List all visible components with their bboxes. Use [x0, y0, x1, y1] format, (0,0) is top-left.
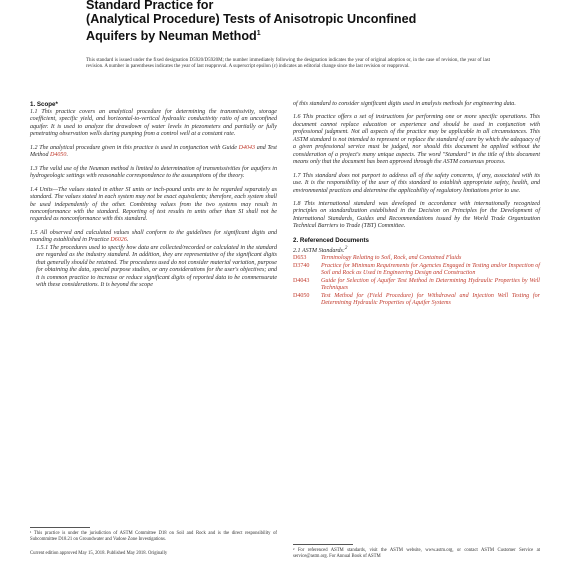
standard-item[interactable]: D653 Terminology Relating to Soil, Rock, and Contained Fluids: [293, 255, 462, 262]
paragraph-continued: of this standard to consider significant digits used in analysis methods for engineering data.: [293, 101, 516, 107]
footnote-1-edition: Current edition approved May 15, 2018. Published May 2018. Originally: [30, 551, 168, 556]
right-column: [293, 101, 540, 307]
paragraph-1-7: 1.7 This standard does not purport to address all of the safety concerns, if any, associated with its use. It is the responsibility of the user of this standard to establish appropriate safety, health, and environmental practices and determine the applicability of regulatory limitations prior to use.: [293, 172, 540, 194]
footnote-rule-right: [293, 544, 353, 545]
paragraph-1-4: 1.4 Units—The values stated in either SI units or inch-pound units are to be regarded separately as standard. The values stated in each system may not be exact equivalents; therefore, each system shall be used independently of the other. Combining values from the two systems may result in nonconformance with the standard. Reporting of test results in units other than SI shall not be regarded as nonconformance with this standard.: [30, 186, 277, 223]
paragraph-1-5-1: 1.5.1 The procedures used to specify how data are collected/recorded or calculated in the standard are regarded as the industry standard. In addition, they are representative of the significant digits that generally should be retained. The procedures used do not consider material variation, purpose for obtaining the data, special purpose studies, or any considerations for the user's objectives; and it is common practice to increase or reduce significant digits of reported data to be commensurate with these considerations. It is beyond the scope: [36, 244, 277, 289]
title-footnote-mark: 1: [256, 29, 261, 37]
paragraph-1-6: 1.6 This practice offers a set of instructions for performing one or more specific operations. This document cannot replace education or experience and should be used in conjunction with professional judgment. Not all aspects of the practice may be applicable in all circumstances. This ASTM standard is not intended to represent or replace the standard of care by which the adequacy of a given professional service must be judged, nor should this document be applied without the consideration of a project's many unique aspects. The word "Standard" in the title of this document means only that the document has been approved through the ASTM consensus process.: [293, 114, 540, 166]
designation-note: This standard is issued under the fixed designation D5920/D5920M; the number immediately following the designation indicates the year of original adoption or, in the case of revision, the year of last revision. A number in parentheses indicates the year of last reapproval. A superscript epsilon (ε) indicates an editorial change since the last revision or reapproval.: [86, 58, 490, 70]
paragraph-1-2: 1.2 The analytical procedure given in this practice is used in conjunction with Guide D4043 and Test Method D4050.: [30, 144, 277, 159]
title-line-2: (Analytical Procedure) Tests of Anisotropic Unconfined: [86, 12, 417, 27]
footnote-2: ² For referenced ASTM standards, visit the ASTM website, www.astm.org, or contact ASTM Customer Service at service@astm.org. For Annual Book of ASTM: [293, 548, 540, 559]
paragraph-1-5: 1.5 All observed and calculated values shall conform to the guidelines for significant digits and rounding established in Practice D6026.: [30, 229, 277, 244]
title-line-1: Standard Practice for: [86, 0, 214, 12]
footnote-rule-left: [30, 527, 90, 528]
standard-item[interactable]: D3740 Practice for Minimum Requirements for Agencies Engaged in Testing and/or Inspection of Soil and Rock as Used in Engineering Design and Construction: [293, 262, 540, 277]
link-d4043[interactable]: D4043: [238, 144, 256, 151]
footnote-mark-2: 2: [344, 245, 348, 251]
link-d6026[interactable]: D6026: [110, 237, 127, 244]
paragraph-2-1: 2.1 ASTM Standards:$^2$: [293, 245, 348, 254]
standards-list: [293, 255, 540, 307]
paragraph-1-8: 1.8 This international standard was developed in accordance with internationally recognized principles on standardization established in the Decision on Principles for the Development of International Standards, Guides and Recommendations issued by the World Trade Organization Technical Barriers to Trade (TBT) Committee.: [293, 200, 540, 230]
section-heading-scope: 1. Scope*: [30, 101, 58, 108]
paragraph-1-1: 1.1 This practice covers an analytical procedure for determining the transmissivity, storage coefficient, specific yield, and horizontal-to-vertical hydraulic conductivity ratio of an unconfined aquifer. It is used to analyze the drawdown of water levels in piezometers and partially or fully penetrating observation wells during pumping from a control well at a constant rate.: [30, 109, 277, 138]
document-title: [86, 0, 506, 43]
section-heading-referenced-documents: 2. Referenced Documents: [293, 236, 369, 244]
left-column: [30, 101, 277, 290]
footnote-1: ¹ This practice is under the jurisdiction of ASTM Committee D18 on Soil and Rock and is the direct responsibility of Subcommittee D18.21 on Groundwater and Vadose Zone Investigations.: [30, 531, 277, 542]
standard-item[interactable]: D4043 Guide for Selection of Aquifer Test Method in Determining Hydraulic Properties by Well Techniques: [293, 277, 540, 292]
standard-item[interactable]: D4050 Test Method for (Field Procedure) for Withdrawal and Injection Well Testing for Determining Hydraulic Properties of Aquifer Systems: [293, 292, 540, 306]
link-d4050[interactable]: D4050: [49, 152, 67, 159]
title-line-3: Aquifers by Neuman Method$^1$: [86, 29, 261, 43]
paragraph-1-3: 1.3 The valid use of the Neuman method is limited to determination of transmissivities for aquifers in hydrogeologic settings with reasonable correspondence to the assumptions of the theory.: [30, 165, 277, 180]
